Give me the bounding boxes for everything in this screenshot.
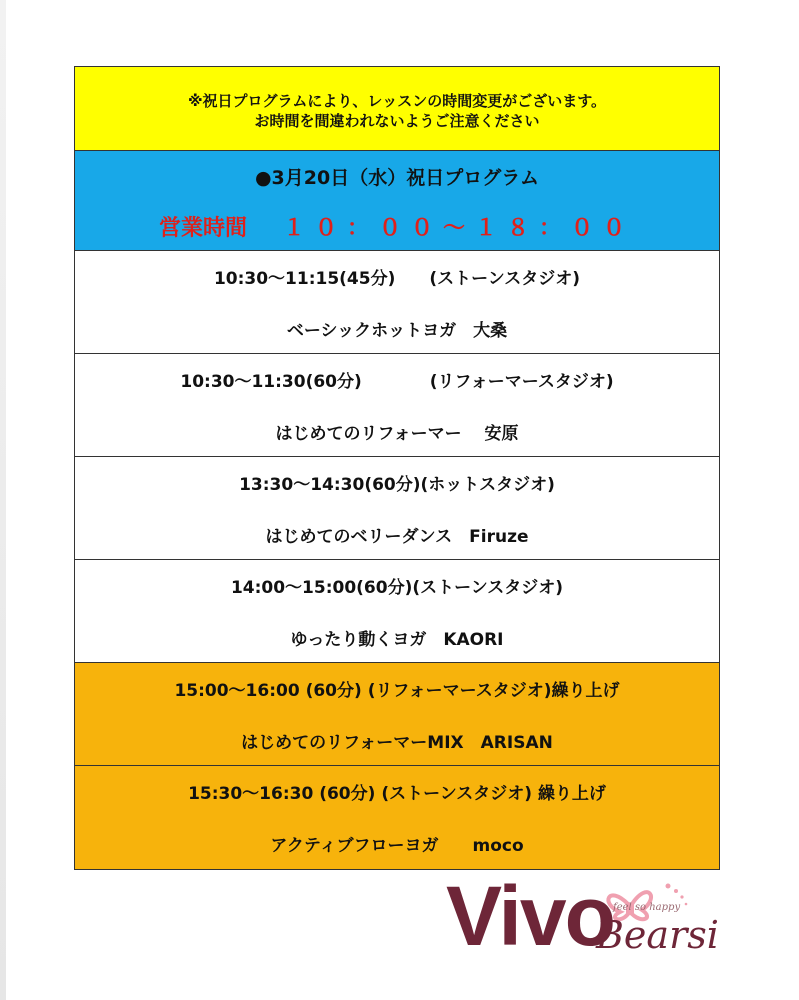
lesson-title: ゆったり動くヨガ KAORI bbox=[290, 630, 504, 650]
logo-sub-brand: Bearsi bbox=[596, 913, 719, 957]
program-header bbox=[75, 151, 719, 251]
lesson-title: ベーシックホットヨガ 大桑 bbox=[286, 321, 508, 341]
lesson-row-highlighted bbox=[75, 766, 719, 869]
lesson-time: 15:00〜16:00 (60分) (リフォーマースタジオ)繰り上げ bbox=[174, 681, 620, 701]
schedule-table bbox=[74, 66, 720, 870]
notice-line-2: お時間を間違われないようご注意ください bbox=[254, 112, 540, 130]
lesson-row bbox=[75, 354, 719, 457]
lesson-row bbox=[75, 457, 719, 560]
lesson-title: はじめてのベリーダンス Firuze bbox=[265, 527, 529, 547]
lesson-row bbox=[75, 560, 719, 663]
lesson-time: 10:30〜11:30(60分) (リフォーマースタジオ) bbox=[180, 372, 614, 392]
notice-line-1: ※祝日プログラムにより、レッスンの時間変更がございます。 bbox=[187, 92, 607, 110]
vivo-bearsi-logo bbox=[446, 866, 736, 966]
logo-tagline: feel so happy bbox=[613, 902, 681, 913]
notice-banner bbox=[75, 67, 719, 151]
lesson-time: 10:30〜11:15(45分) (ストーンスタジオ) bbox=[213, 269, 581, 289]
business-hours bbox=[75, 211, 719, 242]
program-date: ●3月20日（水）祝日プログラム bbox=[254, 167, 540, 189]
lesson-title: アクティブフローヨガ moco bbox=[270, 836, 524, 856]
lesson-title: はじめてのリフォーマーMIX ARISAN bbox=[241, 733, 553, 753]
business-hours-label: 営業時間 bbox=[158, 216, 247, 241]
lesson-time: 14:00〜15:00(60分)(ストーンスタジオ) bbox=[230, 578, 564, 598]
business-hours-value: １０：００〜１８：００ bbox=[283, 216, 636, 241]
logo-brand-text: Vivo bbox=[446, 869, 614, 963]
lesson-time: 15:30〜16:30 (60分) (ストーンスタジオ) 繰り上げ bbox=[188, 784, 606, 804]
lesson-row-highlighted bbox=[75, 663, 719, 766]
lesson-title: はじめてのリフォーマー 安原 bbox=[275, 424, 519, 444]
lesson-time: 13:30〜14:30(60分)(ホットスタジオ) bbox=[239, 475, 555, 495]
page-edge-shadow bbox=[0, 0, 6, 1000]
lesson-row bbox=[75, 251, 719, 354]
